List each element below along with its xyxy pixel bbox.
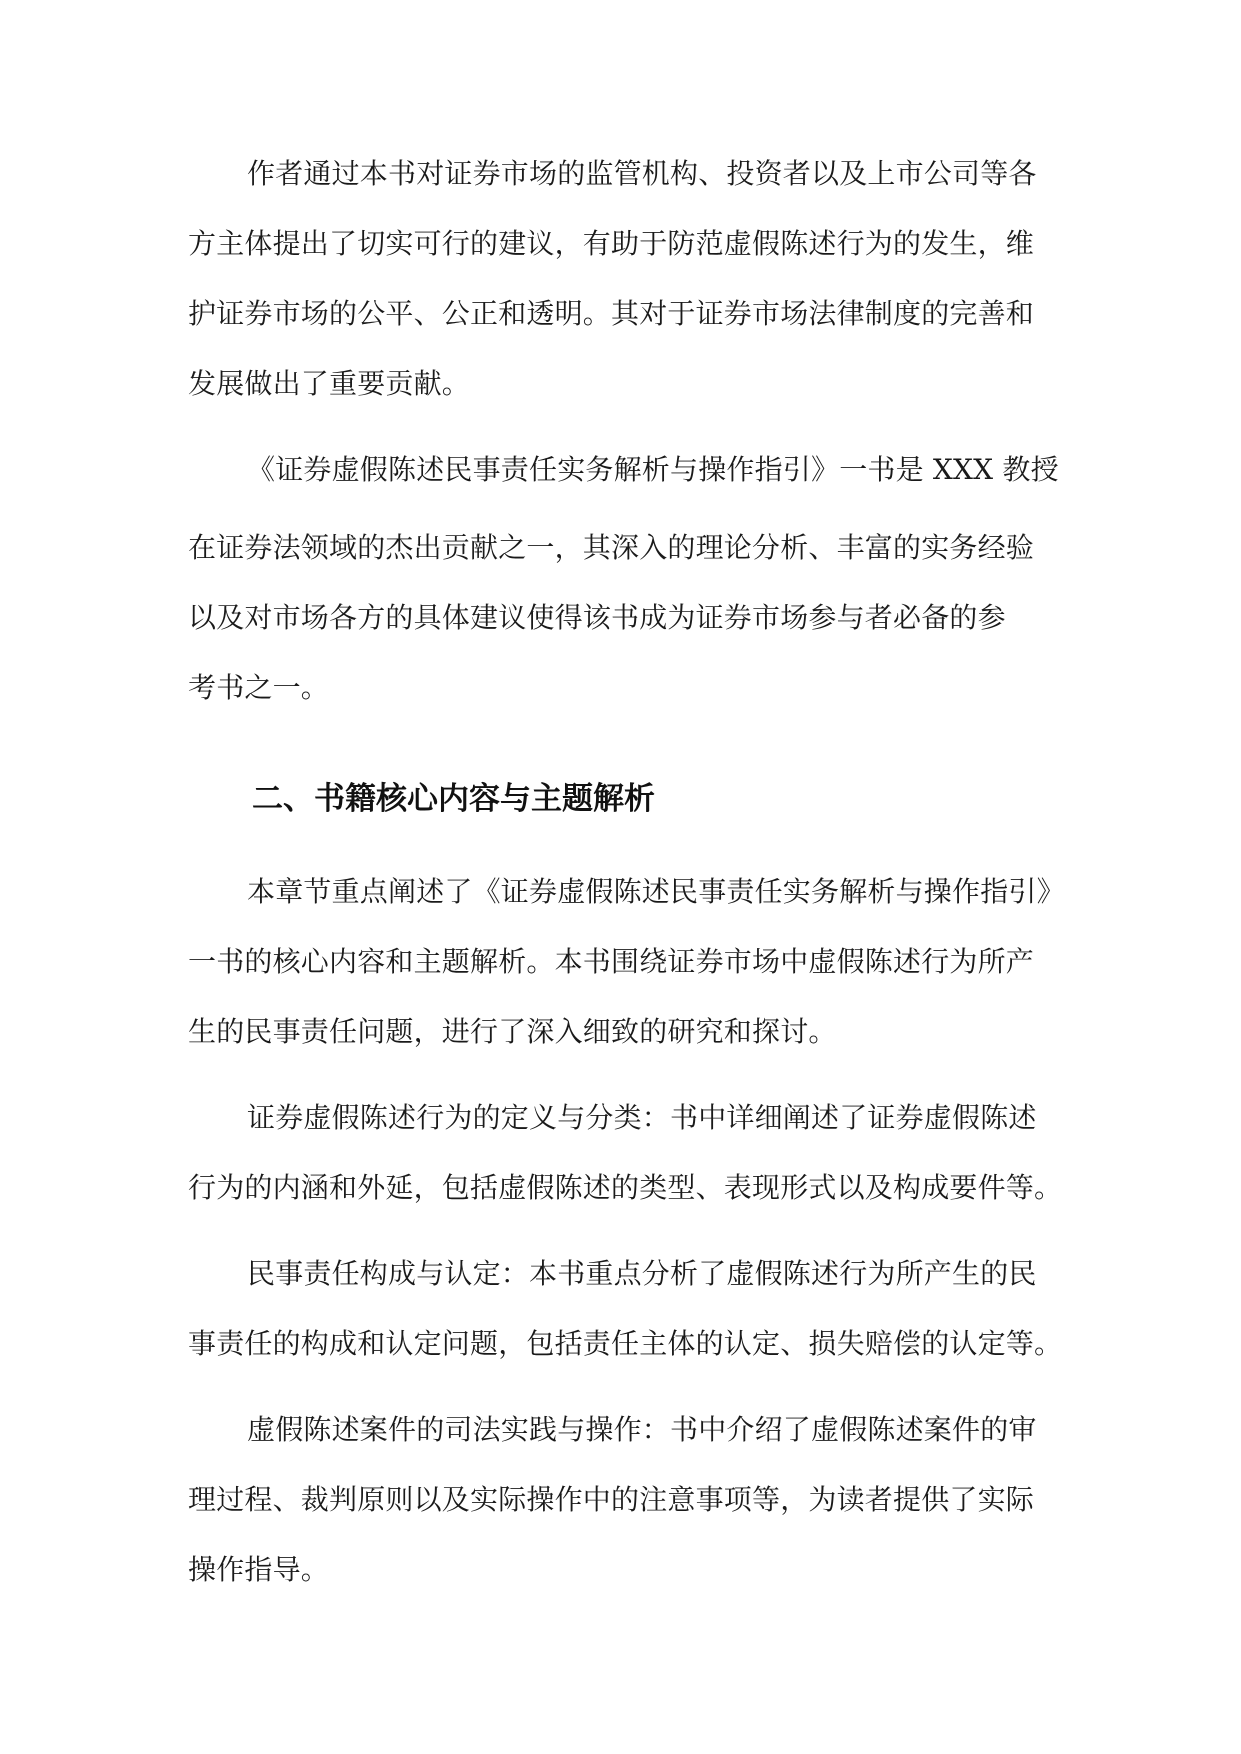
paragraph-1-line-3: 护证券市场的公平、公正和透明。其对于证券市场法律制度的完善和 [188,297,1035,330]
paragraph-1-line-2: 方主体提出了切实可行的建议，有助于防范虚假陈述行为的发生，维 [188,227,1035,260]
section-paragraph-3-line-1: 民事责任构成与认定：本书重点分析了虚假陈述行为所产生的民 [247,1257,1037,1290]
section-paragraph-3-line-2: 事责任的构成和认定问题，包括责任主体的认定、损失赔偿的认定等。 [188,1327,1063,1360]
section-paragraph-4-line-2: 理过程、裁判原则以及实际操作中的注意事项等，为读者提供了实际 [188,1483,1035,1516]
paragraph-1-line-1: 作者通过本书对证券市场的监管机构、投资者以及上市公司等各 [247,157,1037,190]
paragraph-2-line-4: 考书之一。 [188,671,330,704]
section-paragraph-1-line-2: 一书的核心内容和主题解析。本书围绕证券市场中虚假陈述行为所产 [188,945,1035,978]
paragraph-1-line-4: 发展做出了重要贡献。 [188,367,471,400]
paragraph-2-line-1: 《证券虚假陈述民事责任实务解析与操作指引》一书是 XXX 教授 [247,453,1059,486]
section-paragraph-2-line-2: 行为的内涵和外延，包括虚假陈述的类型、表现形式以及构成要件等。 [188,1171,1063,1204]
paragraph-2-line-3: 以及对市场各方的具体建议使得该书成为证券市场参与者必备的参 [188,601,1006,634]
section-paragraph-1-line-1: 本章节重点阐述了《证券虚假陈述民事责任实务解析与操作指引》 [247,875,1065,908]
section-paragraph-1-line-3: 生的民事责任问题，进行了深入细致的研究和探讨。 [188,1015,837,1048]
paragraph-2-line-2: 在证券法领域的杰出贡献之一，其深入的理论分析、丰富的实务经验 [188,531,1035,564]
section-paragraph-4-line-3: 操作指导。 [188,1553,330,1586]
section-heading: 二、书籍核心内容与主题解析 [252,781,655,817]
section-paragraph-4-line-1: 虚假陈述案件的司法实践与操作：书中介绍了虚假陈述案件的审 [247,1413,1037,1446]
section-paragraph-2-line-1: 证券虚假陈述行为的定义与分类：书中详细阐述了证券虚假陈述 [247,1101,1037,1134]
